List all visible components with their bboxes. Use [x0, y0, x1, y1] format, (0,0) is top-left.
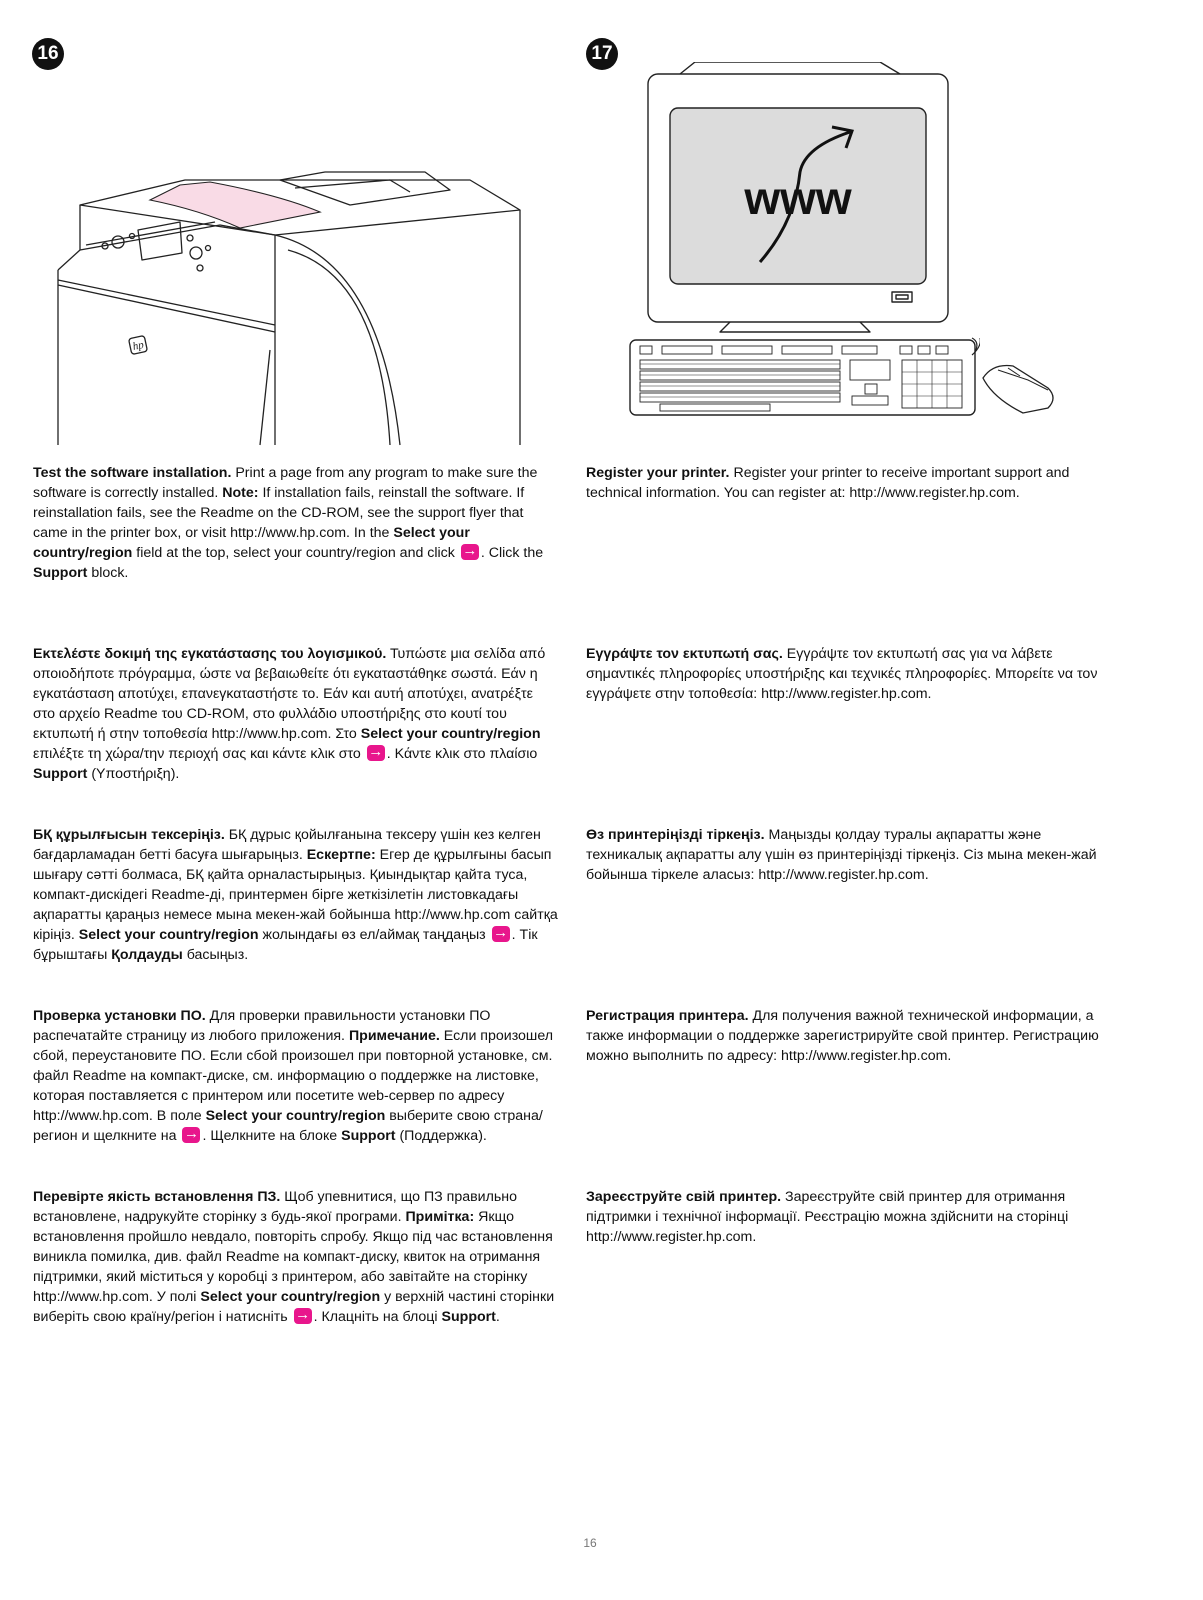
go-arrow-icon: [294, 1308, 312, 1324]
left-kk-text-5: басыңыз.: [182, 947, 249, 963]
go-arrow-icon: [182, 1127, 200, 1143]
left-en-support: Support: [33, 565, 88, 581]
left-uk-text-1: Щоб упевнитися, що ПЗ правильно встановлене, надрукуйте сторінку з будь-якої програми.: [33, 1189, 517, 1225]
left-kk-field: Select your country/region: [78, 927, 259, 943]
left-uk-note: Примітка:: [405, 1209, 475, 1225]
left-kk-note: Ескертпе:: [306, 847, 376, 863]
left-ru-support: Support: [341, 1128, 396, 1144]
left-ru-note: Примечание.: [348, 1028, 440, 1044]
step-17-badge: 17: [586, 38, 618, 70]
left-en-field: Select your country/region: [33, 525, 470, 561]
left-uk-text-4: . Клацніть на блоці: [313, 1309, 442, 1325]
right-en-title: Register your printer.: [586, 465, 730, 481]
right-ru-title: Регистрация принтера.: [586, 1008, 749, 1024]
left-kk-text-3: жолындағы өз ел/аймақ таңдаңыз: [258, 927, 490, 943]
left-block-kk: [33, 825, 558, 965]
left-el-title: Εκτελέστε δοκιμή της εγκατάστασης του λογισμικού.: [33, 646, 387, 662]
right-block-en: [586, 463, 1111, 503]
right-uk-title: Зареєструйте свій принтер.: [586, 1189, 782, 1205]
printer-illustration: [50, 150, 530, 450]
right-kk-title: Өз принтеріңізді тіркеңіз.: [586, 827, 765, 843]
left-en-text-5: block.: [87, 565, 129, 581]
left-kk-text-1: БҚ дұрыс қойылғанына тексеру үшін кез келген бағдарламадан бетті басуға шығарыңыз.: [33, 827, 541, 863]
left-en-text-1: Print a page from any program to make sure the software is correctly installed.: [33, 465, 538, 501]
right-en-text: Register your printer to receive important support and technical information. You can register at: http://www.register.hp.com.: [586, 465, 1070, 501]
left-ru-text-2: Если произошел сбой, переустановите ПО. Если сбой произошел при повторной установке, см. файл Readme на компакт-диске, см. информацию о поддержке на листовке, которая поставляется с принтером или посетите web-сервер по адресу http://www.hp.com. В поле: [33, 1028, 554, 1124]
left-el-text-1: Τυπώστε μια σελίδα από οποιοδήποτε πρόγραμμα, ώστε να βεβαιωθείτε ότι εγκαταστάθηκε σωστά. Εάν η εγκατάσταση αποτύχει, επανεγκαταστήστε το. Εάν και αυτή αποτύχει, ανατρέξτε στο αρχείο Readme του CD-ROM, στο φυλλάδιο υποστήριξης στο κουτί του εκτυπωτή ή στην τοποθεσία http://www.hp.com. Στο: [33, 646, 546, 742]
page-number: 16: [583, 1536, 597, 1550]
left-ru-text-1: Для проверки правильности установки ПО распечатайте страницу из любого приложения.: [33, 1008, 491, 1044]
right-block-kk: [586, 825, 1111, 885]
go-arrow-icon: [492, 926, 510, 942]
www-text: www: [744, 172, 852, 224]
left-uk-title: Перевірте якість встановлення ПЗ.: [33, 1189, 281, 1205]
left-en-text-2: If installation fails, reinstall the software. If reinstallation fails, see the Readme on the CD-ROM, see the support flyer that came in the printer box, or visit http://www.hp.com. In the: [33, 485, 525, 541]
left-kk-support: Қолдауды: [111, 947, 183, 963]
left-kk-text-2: Егер де құрылғыны басып шығару сәтті болмаса, БҚ қайта орналастырыңыз. Қиындықтар қайта туса, компакт-дискідегі Readme-ді, принтермен бірге жеткізілетін листовкадағы ақпаратты қараңыз немесе мына мекен-жай бойынша http://www.hp.com сайтқа кіріңіз.: [33, 847, 558, 943]
step-16-badge: 16: [32, 38, 64, 70]
right-uk-text: Зареєструйте свій принтер для отримання підтримки і технічної інформації. Реєстрацію можна здійснити на сторінці http://www.register.hp.com.: [586, 1189, 1069, 1245]
left-ru-title: Проверка установки ПО.: [33, 1008, 206, 1024]
left-el-text-4: (Υποστήριξη).: [87, 766, 180, 782]
go-arrow-icon: [461, 544, 479, 560]
right-ru-text: Для получения важной технической информации, а также информации о поддержке зарегистрируйте свой принтер. Регистрацию можно выполнить по адресу: http://www.register.hp.com.: [586, 1008, 1099, 1064]
go-arrow-icon: [367, 745, 385, 761]
left-en-text-3: field at the top, select your country/region and click: [132, 545, 459, 561]
right-block-uk: [586, 1187, 1111, 1247]
left-uk-text-5: .: [495, 1309, 500, 1325]
right-block-ru: [586, 1006, 1111, 1066]
left-ru-text-5: (Поддержка).: [395, 1128, 487, 1144]
left-ru-text-3: выберите свою страна/регион и щелкните на: [33, 1108, 543, 1144]
left-kk-title: БҚ құрылғысын тексеріңіз.: [33, 827, 225, 843]
mouse-illustration: [978, 358, 1063, 418]
left-block-ru: [33, 1006, 558, 1146]
right-kk-text: Маңызды қолдау туралы ақпаратты және техникалық ақпаратты алу үшін өз принтеріңізді тіркеңіз. Сіз мына мекен-жай бойынша тіркеле аласыз: http://www.register.hp.com.: [586, 827, 1097, 883]
left-uk-field: Select your country/region: [200, 1289, 381, 1305]
left-uk-text-3: у верхній частині сторінки виберіть свою країну/регіон і натисніть: [33, 1289, 555, 1325]
right-el-text: Εγγράψτε τον εκτυπωτή σας για να λάβετε σημαντικές πληροφορίες υποστήριξης και τεχνικές πληροφορίες. Μπορείτε να τον εγγράψετε στην τοποθεσία: http://www.register.hp.com.: [586, 646, 1098, 702]
left-block-en: [33, 463, 558, 583]
right-el-title: Εγγράψτε τον εκτυπωτή σας.: [586, 646, 783, 662]
left-el-text-2: επιλέξτε τη χώρα/την περιοχή σας και κάντε κλικ στο: [33, 746, 365, 762]
right-block-el: [586, 644, 1111, 704]
left-el-support: Support: [33, 766, 88, 782]
left-en-note: Note:: [222, 485, 259, 501]
left-uk-text-2: Якщо встановлення пройшло невдало, повторіть спробу. Якщо під час встановлення виникла помилка, див. файл Readme на компакт-диску, квиток на отримання підтримки, який міститься у коробці з принтером, або завітайте на сторінку http://www.hp.com. У полі: [33, 1209, 553, 1305]
left-block-el: [33, 644, 558, 784]
left-uk-support: Support: [441, 1309, 496, 1325]
hp-logo: hp: [131, 338, 145, 353]
left-el-field: Select your country/region: [360, 726, 541, 742]
left-el-text-3: . Κάντε κλικ στο πλαίσιο: [386, 746, 538, 762]
left-block-uk: [33, 1187, 558, 1327]
left-ru-field: Select your country/region: [205, 1108, 386, 1124]
left-kk-text-4: . Тік бұрыштағы: [33, 927, 538, 963]
left-ru-text-4: . Щелкните на блоке: [202, 1128, 342, 1144]
left-en-text-4: . Click the: [480, 545, 544, 561]
left-en-title: Test the software installation.: [33, 465, 232, 481]
computer-illustration: [620, 62, 980, 422]
